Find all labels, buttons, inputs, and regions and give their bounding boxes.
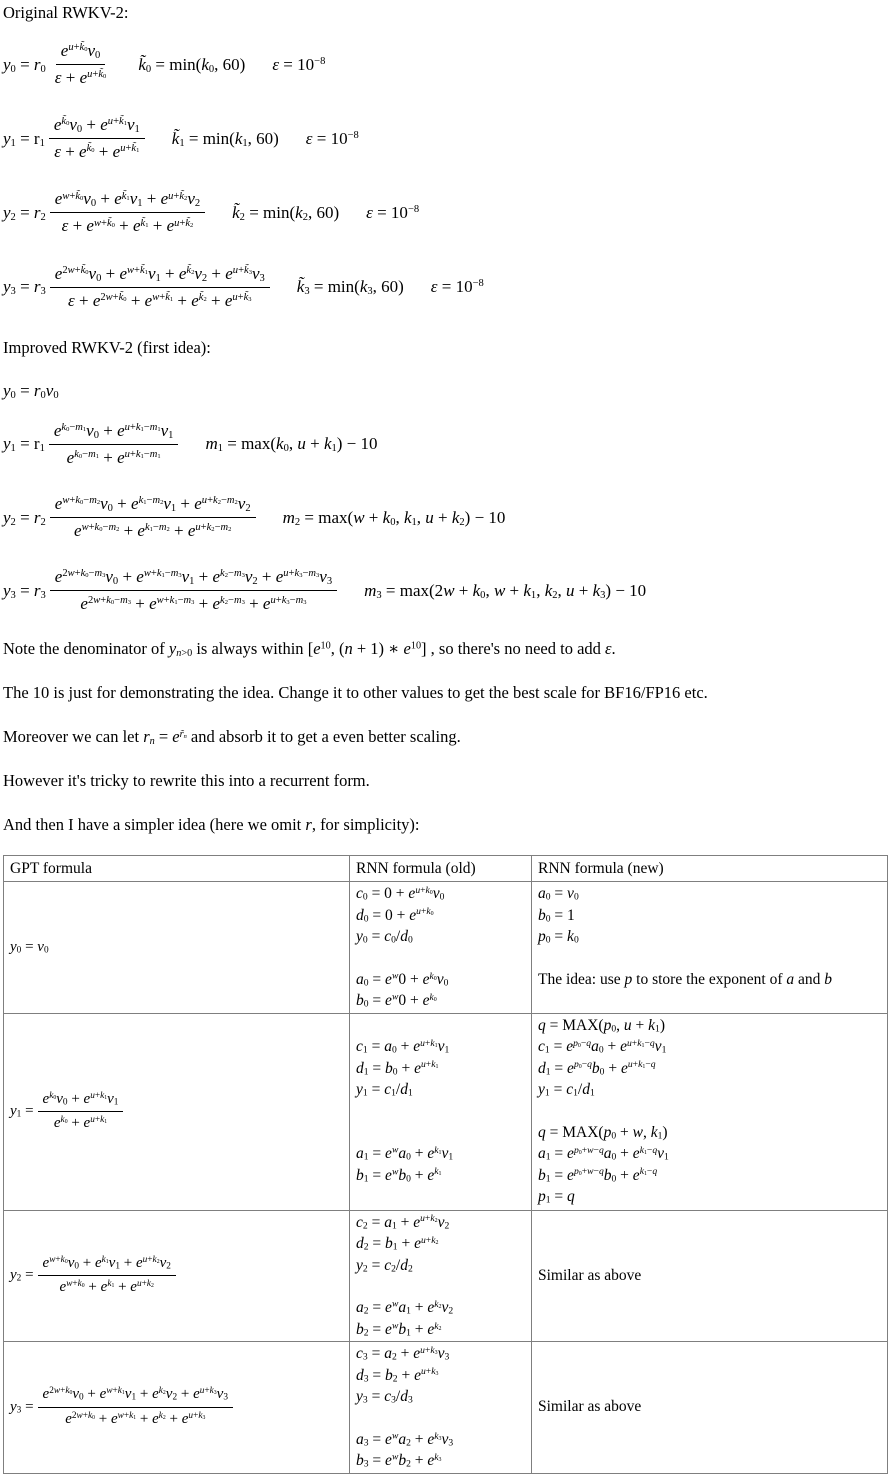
math-line: $d_3 = b_2 + e^{u+k_3}$ (356, 1366, 439, 1385)
cell-new-y3: Similar as above (532, 1342, 888, 1473)
cell-gpt-y2 (4, 1210, 350, 1341)
table-row-y2 (4, 1210, 888, 1341)
math-line: $d_0 = 0 + e^{u+k_0}$ (356, 906, 434, 925)
math-line: $d_1 = e^{p_0-q}b_0 + e^{u+k_1-q}$ (538, 1059, 656, 1078)
equation-lhs: $y_0 = r_0v_0$ (3, 380, 59, 401)
math-line (538, 948, 883, 969)
equation-original-2 (3, 188, 888, 237)
equation-condition: $m_1 = \max(k_0$, $u + k_1) - 10$ (205, 434, 378, 455)
math-line (356, 1015, 527, 1036)
math-line: $b_2 = e^wb_1 + e^{k_2}$ (356, 1320, 442, 1339)
paragraph-scale-note: The 10 is just for demonstrating the idea. Change it to other values to get the best scale for BF16/FP16 etc. (3, 683, 708, 703)
equation-lhs: $y_2$ = (10, 1267, 34, 1285)
math-line: $c_1 = e^{p_0-q}a_0 + e^{u+k_1-q}v_1$ (538, 1037, 667, 1056)
equation-condition: $k̃_1 = \min(k_1$, 60) (171, 128, 279, 149)
math-line: $c_1 = a_0 + e^{u+k_1}v_1$ (356, 1037, 450, 1056)
math-line: $b_0 = 1$ (538, 906, 575, 925)
math-line: $a_1 = e^wa_0 + e^{k_1}v_1$ (356, 1144, 454, 1163)
math-line: $b_1 = e^wb_0 + e^{k_1}$ (356, 1166, 442, 1185)
math-line: $q = MAX(p_0 + w$, $k_1$) (538, 1123, 668, 1142)
math-line: The idea: use p to store the exponent of a and b (538, 970, 833, 988)
paragraph-denominator-note: Note the denominator of $y_{n>0}$ is always within [$e^{10}$, (n + 1) ∗ $e^{10}$] , so there's no need to add ε. (3, 639, 616, 660)
math-line: $b_1 = e^{p_0+w-q}b_0 + e^{k_1-q}$ (538, 1166, 658, 1185)
fraction: $\frac{e^{2w+k_0-m_3}v_0 + e^{w+k_1-m_3}v_1 + e^{k_2-m_3}v_2 + e^{u+k_3-m_3}v_3}{e^{2w+k_0-m_3} + e^{w+k_1-m_3} + e^{k_2-m_3} + e^{u+k_3-m_3}}$ (50, 566, 337, 615)
table-row-y3 (4, 1342, 888, 1473)
fraction: $\frac{e^{k_0}v_0 + e^{u+k_1}v_1}{e^{k_0} + e^{u+k_1}}$ (38, 1090, 124, 1134)
math-line (538, 1100, 883, 1121)
math-line (356, 948, 527, 969)
math-line (356, 1276, 527, 1297)
equation-lhs: $y_0 = v_0$ (10, 939, 49, 956)
math-line (356, 1122, 527, 1143)
equation-condition: $k̃_3 = \min(k_3$, 60) (296, 277, 404, 298)
equation-lhs: $y_1 = r_1$ (3, 434, 45, 455)
math-line: $d_1 = b_0 + e^{u+k_1}$ (356, 1059, 439, 1078)
math-line: $a_3 = e^wa_2 + e^{k_3}v_3$ (356, 1430, 454, 1449)
equation-lhs: $y_1$ = (10, 1103, 34, 1120)
equation-improved-3 (3, 566, 888, 615)
col-header-rnn-old: RNN formula (old) (350, 856, 532, 882)
equation-original-1 (3, 114, 888, 163)
cell-old-y2 (350, 1210, 532, 1341)
fraction: $\frac{e^{w+k_0}v_0 + e^{k_1}v_1 + e^{u+k_2}v_2}{e^{w+k_0} + e^{k_1} + e^{u+k_2}}$ (38, 1254, 176, 1298)
math-line: $b_0 = e^w0 + e^{k_0}$ (356, 992, 437, 1011)
col-header-gpt: GPT formula (4, 856, 350, 882)
equation-condition: $\varepsilon = 10^{-8}$ (430, 277, 484, 297)
math-line: $p_0 = k_0$ (538, 928, 579, 946)
equation-lhs: $y_3 = r_3$ (3, 580, 46, 601)
math-line: $b_3 = e^wb_2 + e^{k_3}$ (356, 1451, 442, 1470)
cell-gpt-y0 (4, 882, 350, 1013)
fraction: $\frac{e^{u+k̃_0}v_0}{\varepsilon + e^{u+k̃_0}}$ (54, 41, 107, 88)
equation-condition: $m_2 = \max(w + k_0$, $k_1$, $u + k_2) - 10$ (282, 507, 506, 528)
paragraph-simpler-idea: And then I have a simpler idea (here we omit r, for simplicity): (3, 815, 420, 835)
table-row-y1 (4, 1013, 888, 1210)
table-row-y0 (4, 882, 888, 1013)
math-line: $c_0 = 0 + e^{u+k_0}v_0$ (356, 885, 445, 904)
equation-improved-1 (3, 420, 888, 469)
equation-condition: $k̃_2 = \min(k_2$, 60) (232, 202, 340, 223)
cell-new-y0 (532, 882, 888, 1013)
fraction: $\frac{e^{2w+k̃_0}v_0 + e^{w+k̃_1}v_1 + e^{k̃_2}v_2 + e^{u+k̃_3}v_3}{\varepsilon + e^{2w+k̃_0} + e^{w+k̃_1} + e^{k̃_2} + e^{u+k̃_3}}$ (50, 263, 270, 312)
cell-gpt-y1 (4, 1013, 350, 1210)
table-header-row (4, 856, 888, 882)
math-line (356, 1407, 527, 1428)
equation-lhs: $y_3$ = (10, 1398, 34, 1416)
math-line: $y_1 = c_1/d_1$ (538, 1080, 595, 1099)
math-line: $d_2 = b_1 + e^{u+k_2}$ (356, 1234, 439, 1253)
fraction: $\frac{e^{2w+k_0}v_0 + e^{w+k_1}v_1 + e^{k_2}v_2 + e^{u+k_3}v_3}{e^{2w+k_0} + e^{w+k_1} + e^{k_2} + e^{u+k_3}}$ (38, 1385, 233, 1429)
fraction: $\frac{e^{k_0-m_1}v_0 + e^{u+k_1-m_1}v_1}{e^{k_0-m_1} + e^{u+k_1-m_1}}$ (49, 420, 179, 469)
math-line: $a_0 = e^w0 + e^{k_0}v_0$ (356, 970, 449, 989)
heading-improved: Improved RWKV-2 (first idea): (3, 337, 211, 357)
equation-lhs: $y_2 = r_2$ (3, 202, 46, 223)
math-line: $q = MAX(p_0$, $u + k_1$) (538, 1016, 665, 1035)
equation-condition: $\varepsilon = 10^{-8}$ (305, 128, 359, 148)
equation-original-0 (3, 40, 888, 89)
equation-original-3 (3, 263, 888, 312)
equation-improved-0 (3, 381, 888, 401)
paragraph-absorb-note: Moreover we can let $r_n = e^{r̃_n}$ and absorb it to get a even better scaling. (3, 727, 461, 748)
equation-lhs: $y_0 = r_0$ (3, 54, 46, 75)
col-header-rnn-new: RNN formula (new) (532, 856, 888, 882)
fraction: $\frac{e^{w+k̃_0}v_0 + e^{k̃_1}v_1 + e^{u+k̃_2}v_2}{\varepsilon + e^{w+k̃_0} + e^{k̃_1} + e^{u+k̃_2}}$ (50, 188, 205, 237)
math-line: $c_2 = a_1 + e^{u+k_2}v_2$ (356, 1213, 450, 1232)
math-line: $y_1 = c_1/d_1$ (356, 1080, 413, 1099)
paragraph-recurrent-note: However it's tricky to rewrite this into a recurrent form. (3, 771, 370, 791)
equation-lhs: $y_1 = r_1$ (3, 128, 45, 149)
equation-improved-2 (3, 493, 888, 542)
math-line: $a_1 = e^{p_0+w-q}a_0 + e^{k_1-q}v_1$ (538, 1144, 669, 1163)
formula-table (3, 855, 888, 1473)
fraction: $\frac{e^{k̃_0}v_0 + e^{u+k̃_1}v_1}{\varepsilon + e^{k̃_0} + e^{u+k̃_1}}$ (49, 114, 145, 163)
equation-lhs: $y_3 = r_3$ (3, 277, 46, 298)
cell-old-y3 (350, 1342, 532, 1473)
math-line: $y_2 = c_2/d_2$ (356, 1256, 413, 1275)
math-line: $y_0 = c_0/d_0$ (356, 928, 413, 946)
equation-condition: $k̃_0 = \min(k_0$, 60) (138, 54, 246, 75)
math-line: $y_3 = c_3/d_3$ (356, 1388, 413, 1406)
cell-old-y1 (350, 1013, 532, 1210)
math-line: $p_1 = q$ (538, 1188, 575, 1206)
cell-new-y1 (532, 1013, 888, 1210)
equation-condition: $\varepsilon = 10^{-8}$ (272, 54, 326, 74)
equation-condition: $m_3 = \max(2w + k_0$, $w + k_1$, $k_2$, $u + k_3) - 10$ (364, 580, 647, 601)
cell-old-y0 (350, 882, 532, 1013)
fraction: $\frac{e^{w+k_0-m_2}v_0 + e^{k_1-m_2}v_1 + e^{u+k_2-m_2}v_2}{e^{w+k_0-m_2} + e^{k_1-m_2} + e^{u+k_2-m_2}}$ (50, 493, 256, 542)
math-line: $c_3 = a_2 + e^{u+k_3}v_3$ (356, 1344, 450, 1363)
math-line: $a_2 = e^wa_1 + e^{k_2}v_2$ (356, 1299, 454, 1318)
heading-original: Original RWKV-2: (3, 3, 129, 22)
cell-new-y2: Similar as above (532, 1210, 888, 1341)
math-line (356, 1100, 527, 1121)
math-line: $a_0 = v_0$ (538, 885, 579, 904)
equation-condition: $\varepsilon = 10^{-8}$ (366, 202, 420, 222)
equation-lhs: $y_2 = r_2$ (3, 507, 46, 528)
cell-gpt-y3 (4, 1342, 350, 1473)
